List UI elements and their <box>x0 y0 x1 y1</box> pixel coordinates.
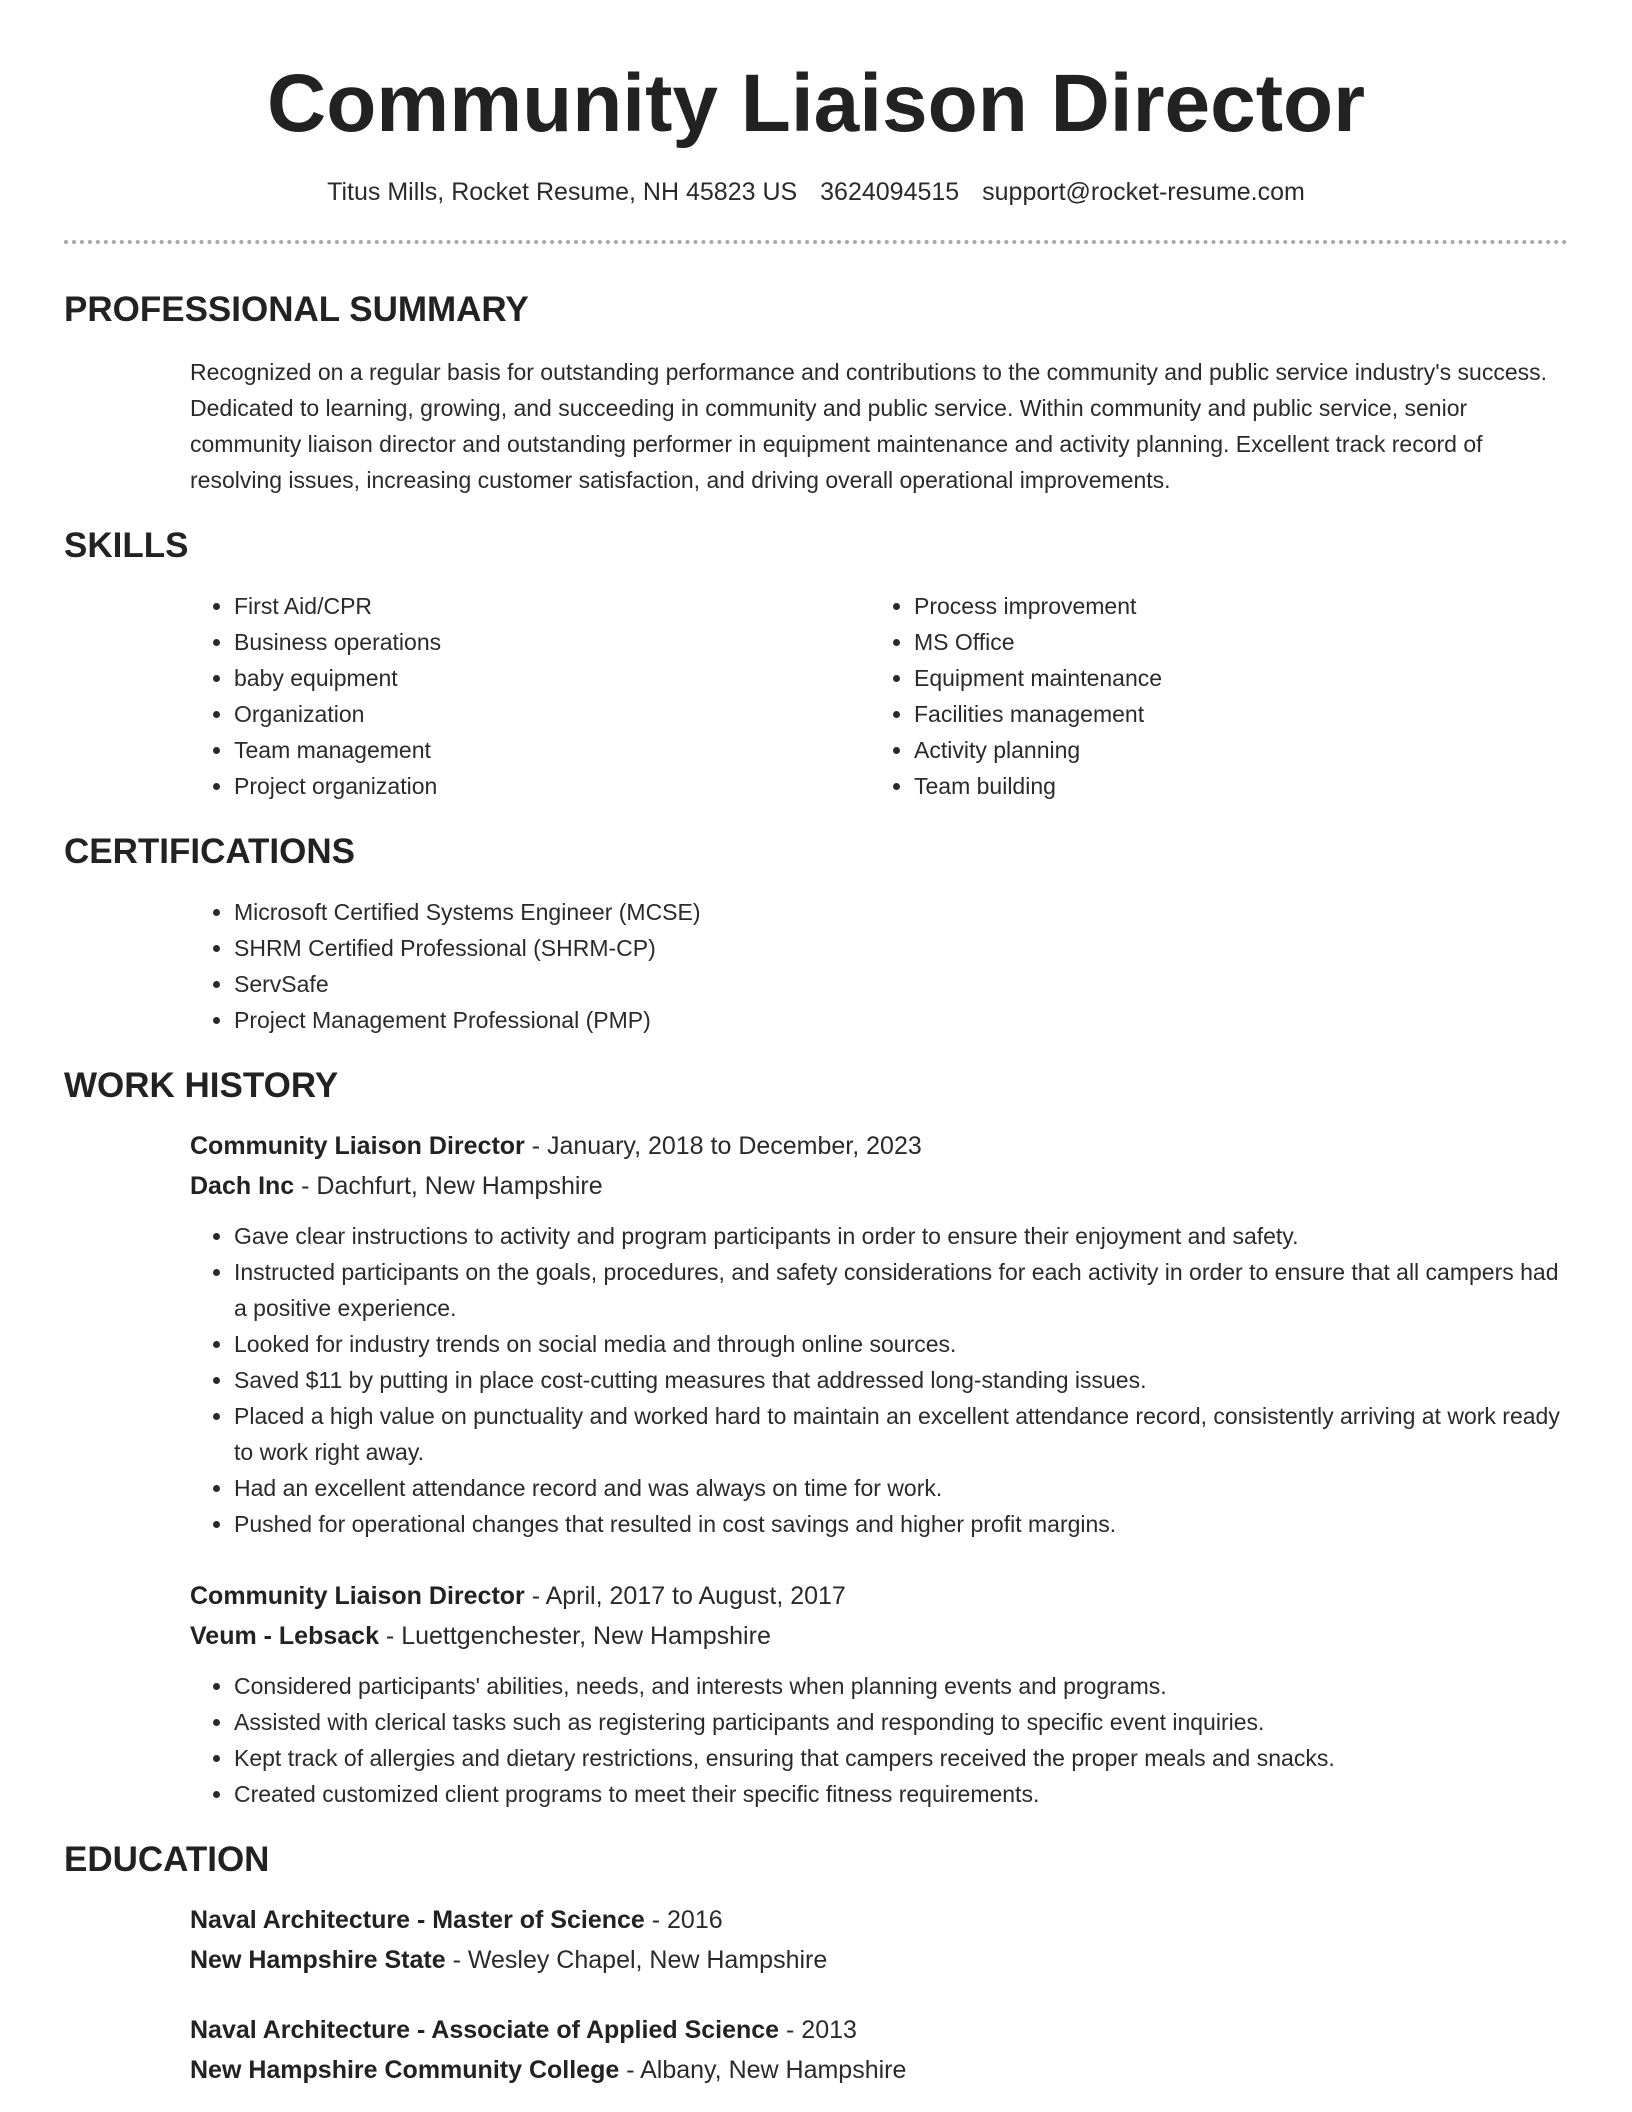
job-entry <box>190 1126 1568 1542</box>
education-school: New Hampshire State <box>190 1946 446 1974</box>
education-year: - 2013 <box>779 2016 857 2044</box>
education-entry <box>190 2010 1568 2090</box>
education-heading: EDUCATION <box>64 1840 270 1879</box>
certifications-heading: CERTIFICATIONS <box>64 832 356 871</box>
summary-body <box>64 354 1568 498</box>
address: Titus Mills, Rocket Resume, NH 45823 US <box>327 178 798 206</box>
certifications-body <box>64 894 1568 1038</box>
job-role: Community Liaison Director <box>190 1582 525 1610</box>
work-history-section <box>64 1064 1568 1812</box>
education-school-line <box>190 2050 1568 2090</box>
skill-item: • Project organization <box>234 768 870 804</box>
job-title-line <box>190 1576 1568 1616</box>
education-degree-line <box>190 1900 1568 1940</box>
skill-item: • First Aid/CPR <box>234 588 870 624</box>
contact-line <box>64 174 1568 210</box>
education-year: - 2016 <box>644 1906 723 1934</box>
email: support@rocket-resume.com <box>982 178 1305 206</box>
skill-item: • Facilities management <box>914 696 1550 732</box>
job-bullet: • Saved $11 by putting in place cost-cutting measures that addressed long-standing issues. <box>234 1362 1568 1398</box>
certification-item: • Microsoft Certified Systems Engineer (MCSE) <box>234 894 1568 930</box>
skills-heading: SKILLS <box>64 526 189 565</box>
job-role: Community Liaison Director <box>190 1132 525 1160</box>
education-degree-line <box>190 2010 1568 2050</box>
certification-item: • SHRM Certified Professional (SHRM-CP) <box>234 930 1568 966</box>
skills-column-right <box>870 588 1550 804</box>
job-bullet: • Looked for industry trends on social media and through online sources. <box>234 1326 1568 1362</box>
job-bullet: • Gave clear instructions to activity and program participants in order to ensure their enjoyment and safety. <box>234 1218 1568 1254</box>
education-location: - Wesley Chapel, New Hampshire <box>445 1946 828 1974</box>
skill-item: • Business operations <box>234 624 870 660</box>
job-bullets <box>190 1668 1568 1812</box>
job-company-line <box>190 1616 1568 1656</box>
header-divider <box>64 240 1568 244</box>
skill-item: • Activity planning <box>914 732 1550 768</box>
summary-heading: PROFESSIONAL SUMMARY <box>64 290 529 329</box>
education-degree: Naval Architecture - Associate of Applied Science <box>190 2016 780 2044</box>
skill-item: • Process improvement <box>914 588 1550 624</box>
skills-body <box>64 588 1568 804</box>
certification-item: • Project Management Professional (PMP) <box>234 1002 1568 1038</box>
skill-item: • Organization <box>234 696 870 732</box>
work-history-heading: WORK HISTORY <box>64 1066 339 1105</box>
job-company-line <box>190 1166 1568 1206</box>
job-location: - Luettgenchester, New Hampshire <box>378 1622 771 1650</box>
job-dates: - April, 2017 to August, 2017 <box>524 1582 846 1610</box>
phone: 3624094515 <box>820 178 960 206</box>
education-entry <box>190 1900 1568 1980</box>
education-section <box>64 1838 1568 2090</box>
skill-item: • Team building <box>914 768 1550 804</box>
job-bullet: • Assisted with clerical tasks such as registering participants and responding to specific event inquiries. <box>234 1704 1568 1740</box>
job-bullet: • Placed a high value on punctuality and worked hard to maintain an excellent attendance record, consistently arriving at work ready to work right away. <box>234 1398 1568 1470</box>
skills-grid <box>190 588 1568 804</box>
job-bullet: • Instructed participants on the goals, procedures, and safety considerations for each activity in order to ensure that all campers had a positive experience. <box>234 1254 1568 1326</box>
education-location: - Albany, New Hampshire <box>619 2056 907 2084</box>
job-bullet: • Considered participants' abilities, needs, and interests when planning events and programs. <box>234 1668 1568 1704</box>
job-entry <box>190 1576 1568 1812</box>
job-title-line <box>190 1126 1568 1166</box>
candidate-title: Community Liaison Director <box>266 58 1366 149</box>
education-body <box>64 1900 1568 2090</box>
job-dates: - January, 2018 to December, 2023 <box>524 1132 922 1160</box>
certifications-section <box>64 830 1568 1038</box>
education-school: New Hampshire Community College <box>190 2056 620 2084</box>
job-bullet: • Pushed for operational changes that resulted in cost savings and higher profit margins. <box>234 1506 1568 1542</box>
certification-item: • ServSafe <box>234 966 1568 1002</box>
skill-item: • baby equipment <box>234 660 870 696</box>
skill-item: • MS Office <box>914 624 1550 660</box>
summary-section <box>64 288 1568 498</box>
job-bullets <box>190 1218 1568 1542</box>
job-bullet: • Had an excellent attendance record and was always on time for work. <box>234 1470 1568 1506</box>
skill-item: • Equipment maintenance <box>914 660 1550 696</box>
job-location: - Dachfurt, New Hampshire <box>294 1172 603 1200</box>
education-degree: Naval Architecture - Master of Science <box>190 1906 645 1934</box>
job-company: Veum - Lebsack <box>190 1622 379 1650</box>
job-bullet: • Created customized client programs to meet their specific fitness requirements. <box>234 1776 1568 1812</box>
skills-section <box>64 524 1568 804</box>
education-school-line <box>190 1940 1568 1980</box>
job-bullet: • Kept track of allergies and dietary restrictions, ensuring that campers received the proper meals and snacks. <box>234 1740 1568 1776</box>
summary-text: Recognized on a regular basis for outstanding performance and contributions to the community and public service industry's success. Dedicated to learning, growing, and succeeding in community and public service. Within community and public service, senior community liaison director and outstanding performer in equipment maintenance and activity planning. Excellent track record of resolving issues, increasing customer satisfaction, and driving overall operational improvements. <box>190 359 1547 493</box>
skills-column-left <box>190 588 870 804</box>
job-company: Dach Inc <box>190 1172 295 1200</box>
skill-item: • Team management <box>234 732 870 768</box>
work-history-body <box>64 1126 1568 1812</box>
